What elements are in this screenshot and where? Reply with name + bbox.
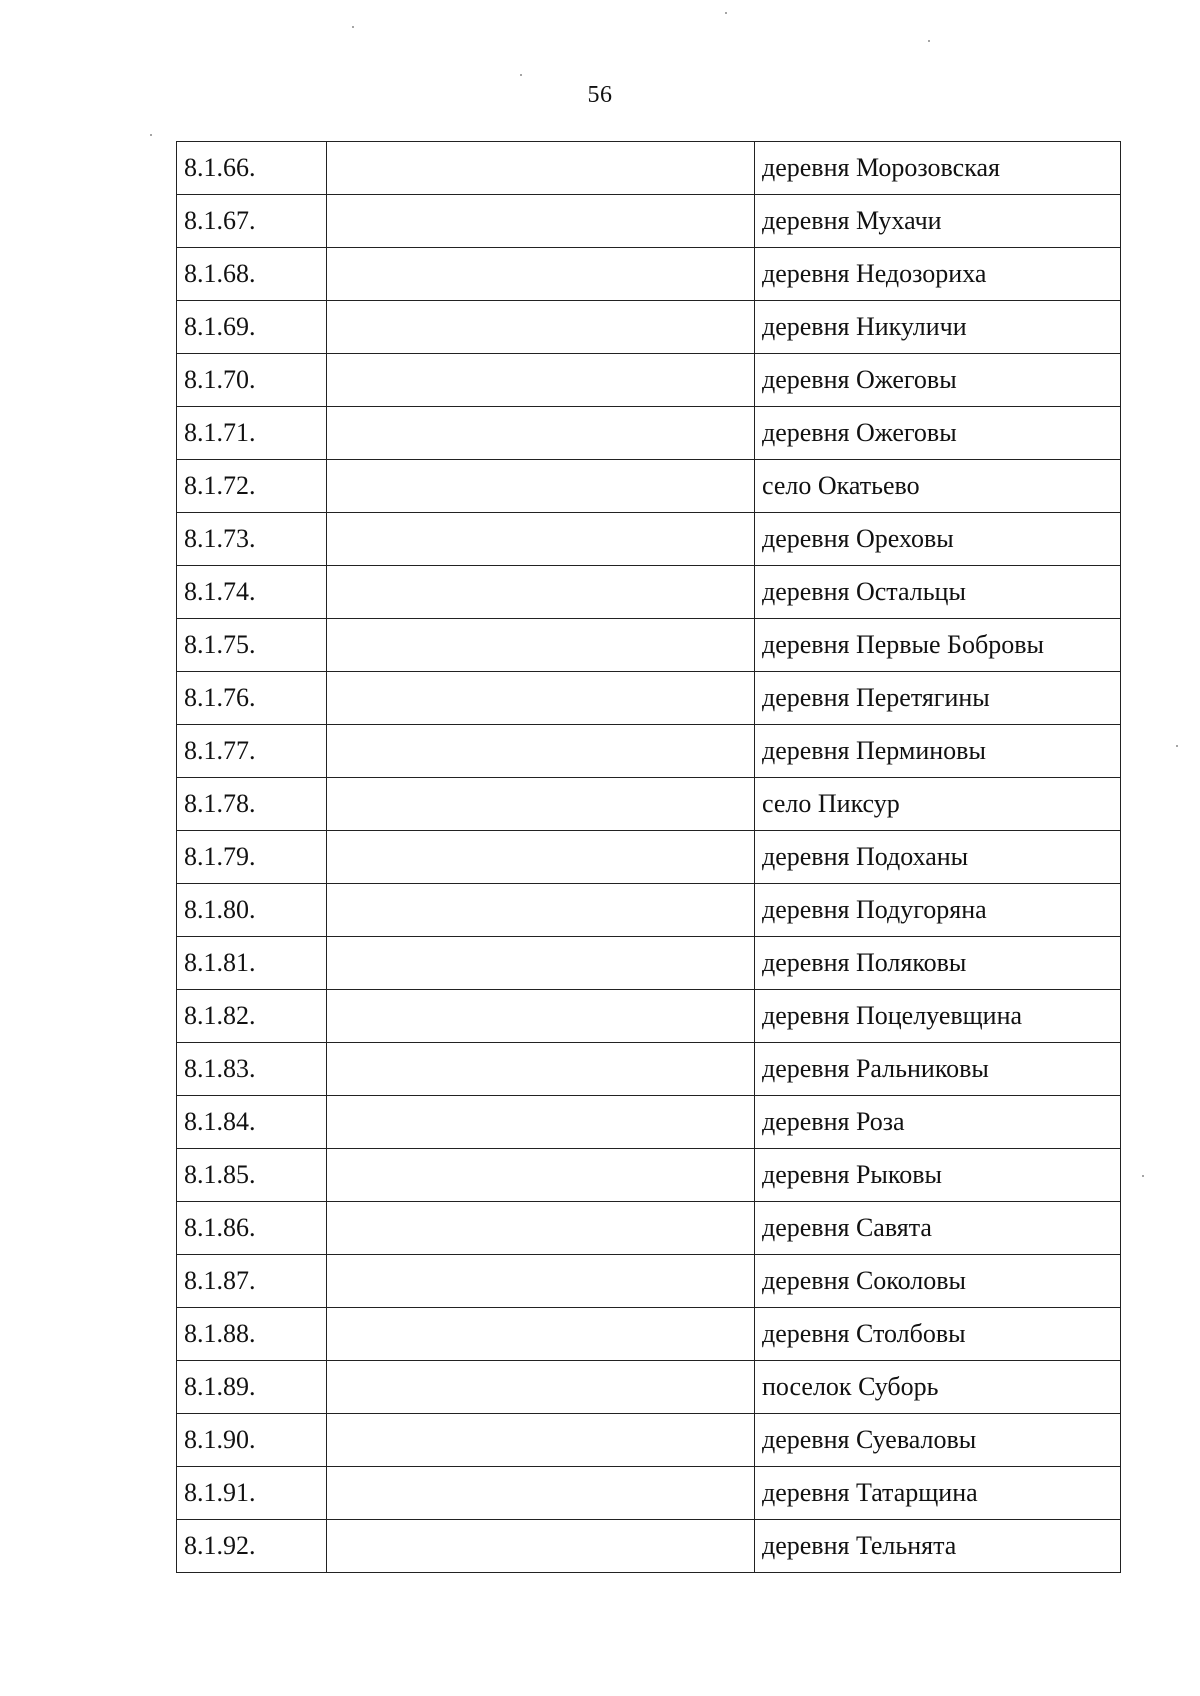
row-empty-cell (327, 301, 755, 354)
scan-speck (1176, 745, 1178, 747)
row-number-cell: 8.1.88. (177, 1308, 327, 1361)
row-empty-cell (327, 142, 755, 195)
row-number-cell: 8.1.74. (177, 566, 327, 619)
row-empty-cell (327, 884, 755, 937)
table-row (177, 513, 1121, 566)
row-number-cell: 8.1.83. (177, 1043, 327, 1096)
scan-speck (352, 26, 354, 28)
settlement-name-cell: село Пиксур (755, 778, 1121, 831)
row-empty-cell (327, 1202, 755, 1255)
row-number-cell: 8.1.85. (177, 1149, 327, 1202)
row-number-cell: 8.1.69. (177, 301, 327, 354)
row-empty-cell (327, 1043, 755, 1096)
scan-speck (725, 12, 727, 14)
table-row (177, 195, 1121, 248)
settlement-name-cell: деревня Ожеговы (755, 354, 1121, 407)
row-number-cell: 8.1.71. (177, 407, 327, 460)
table-row (177, 566, 1121, 619)
row-number-cell: 8.1.78. (177, 778, 327, 831)
table-row (177, 354, 1121, 407)
row-number-cell: 8.1.68. (177, 248, 327, 301)
table-row (177, 1467, 1121, 1520)
table-row (177, 1096, 1121, 1149)
settlement-name-cell: деревня Соколовы (755, 1255, 1121, 1308)
table-row (177, 725, 1121, 778)
settlement-name-cell: деревня Перминовы (755, 725, 1121, 778)
settlement-name-cell: деревня Перетягины (755, 672, 1121, 725)
settlement-name-cell: деревня Рыковы (755, 1149, 1121, 1202)
table-row (177, 1308, 1121, 1361)
table-row (177, 1361, 1121, 1414)
settlement-name-cell: деревня Суеваловы (755, 1414, 1121, 1467)
row-empty-cell (327, 1096, 755, 1149)
scan-speck (520, 74, 522, 76)
table-row (177, 1149, 1121, 1202)
table-row (177, 1520, 1121, 1573)
row-number-cell: 8.1.76. (177, 672, 327, 725)
scan-speck (150, 134, 152, 136)
table-row (177, 407, 1121, 460)
row-empty-cell (327, 1149, 755, 1202)
row-number-cell: 8.1.87. (177, 1255, 327, 1308)
row-empty-cell (327, 1520, 755, 1573)
row-empty-cell (327, 1467, 755, 1520)
row-number-cell: 8.1.70. (177, 354, 327, 407)
settlement-name-cell: деревня Подоханы (755, 831, 1121, 884)
row-empty-cell (327, 619, 755, 672)
row-empty-cell (327, 513, 755, 566)
scan-speck (928, 40, 930, 42)
table-row (177, 937, 1121, 990)
settlement-name-cell: деревня Ральниковы (755, 1043, 1121, 1096)
row-number-cell: 8.1.77. (177, 725, 327, 778)
row-empty-cell (327, 1414, 755, 1467)
settlement-name-cell: деревня Тельнята (755, 1520, 1121, 1573)
table-row (177, 1414, 1121, 1467)
row-empty-cell (327, 990, 755, 1043)
row-empty-cell (327, 672, 755, 725)
row-empty-cell (327, 1308, 755, 1361)
row-number-cell: 8.1.82. (177, 990, 327, 1043)
row-number-cell: 8.1.72. (177, 460, 327, 513)
table-row (177, 619, 1121, 672)
settlement-name-cell: деревня Татарщина (755, 1467, 1121, 1520)
scan-speck (1142, 1175, 1144, 1177)
settlement-name-cell: деревня Поляковы (755, 937, 1121, 990)
settlement-name-cell: деревня Никуличи (755, 301, 1121, 354)
row-number-cell: 8.1.67. (177, 195, 327, 248)
settlement-name-cell: деревня Ореховы (755, 513, 1121, 566)
row-number-cell: 8.1.92. (177, 1520, 327, 1573)
settlement-name-cell: деревня Остальцы (755, 566, 1121, 619)
row-number-cell: 8.1.86. (177, 1202, 327, 1255)
row-number-cell: 8.1.90. (177, 1414, 327, 1467)
settlement-name-cell: деревня Роза (755, 1096, 1121, 1149)
row-number-cell: 8.1.73. (177, 513, 327, 566)
page-number: 56 (587, 82, 613, 108)
row-number-cell: 8.1.79. (177, 831, 327, 884)
row-number-cell: 8.1.91. (177, 1467, 327, 1520)
row-empty-cell (327, 831, 755, 884)
table-row (177, 1043, 1121, 1096)
table-row (177, 831, 1121, 884)
settlement-name-cell: деревня Столбовы (755, 1308, 1121, 1361)
row-empty-cell (327, 566, 755, 619)
row-empty-cell (327, 778, 755, 831)
row-number-cell: 8.1.80. (177, 884, 327, 937)
row-empty-cell (327, 354, 755, 407)
row-empty-cell (327, 248, 755, 301)
row-empty-cell (327, 407, 755, 460)
settlement-name-cell: деревня Савята (755, 1202, 1121, 1255)
settlement-name-cell: поселок Суборь (755, 1361, 1121, 1414)
settlement-name-cell: деревня Ожеговы (755, 407, 1121, 460)
row-number-cell: 8.1.81. (177, 937, 327, 990)
table-row (177, 778, 1121, 831)
settlement-name-cell: деревня Недозориха (755, 248, 1121, 301)
settlements-table (176, 141, 1121, 1573)
table-row (177, 672, 1121, 725)
table-row (177, 142, 1121, 195)
row-number-cell: 8.1.89. (177, 1361, 327, 1414)
row-empty-cell (327, 195, 755, 248)
row-empty-cell (327, 1255, 755, 1308)
row-empty-cell (327, 1361, 755, 1414)
row-empty-cell (327, 937, 755, 990)
settlement-name-cell: деревня Морозовская (755, 142, 1121, 195)
settlement-name-cell: деревня Поцелуевщина (755, 990, 1121, 1043)
settlement-name-cell: деревня Мухачи (755, 195, 1121, 248)
row-number-cell: 8.1.75. (177, 619, 327, 672)
table-row (177, 990, 1121, 1043)
table-row (177, 248, 1121, 301)
settlement-name-cell: село Окатьево (755, 460, 1121, 513)
table-row (177, 884, 1121, 937)
table-row (177, 1255, 1121, 1308)
table-row (177, 301, 1121, 354)
table-row (177, 460, 1121, 513)
row-number-cell: 8.1.84. (177, 1096, 327, 1149)
row-empty-cell (327, 460, 755, 513)
table-row (177, 1202, 1121, 1255)
settlements-table-body (177, 142, 1121, 1573)
row-number-cell: 8.1.66. (177, 142, 327, 195)
row-empty-cell (327, 725, 755, 778)
settlement-name-cell: деревня Подугоряна (755, 884, 1121, 937)
settlement-name-cell: деревня Первые Бобровы (755, 619, 1121, 672)
